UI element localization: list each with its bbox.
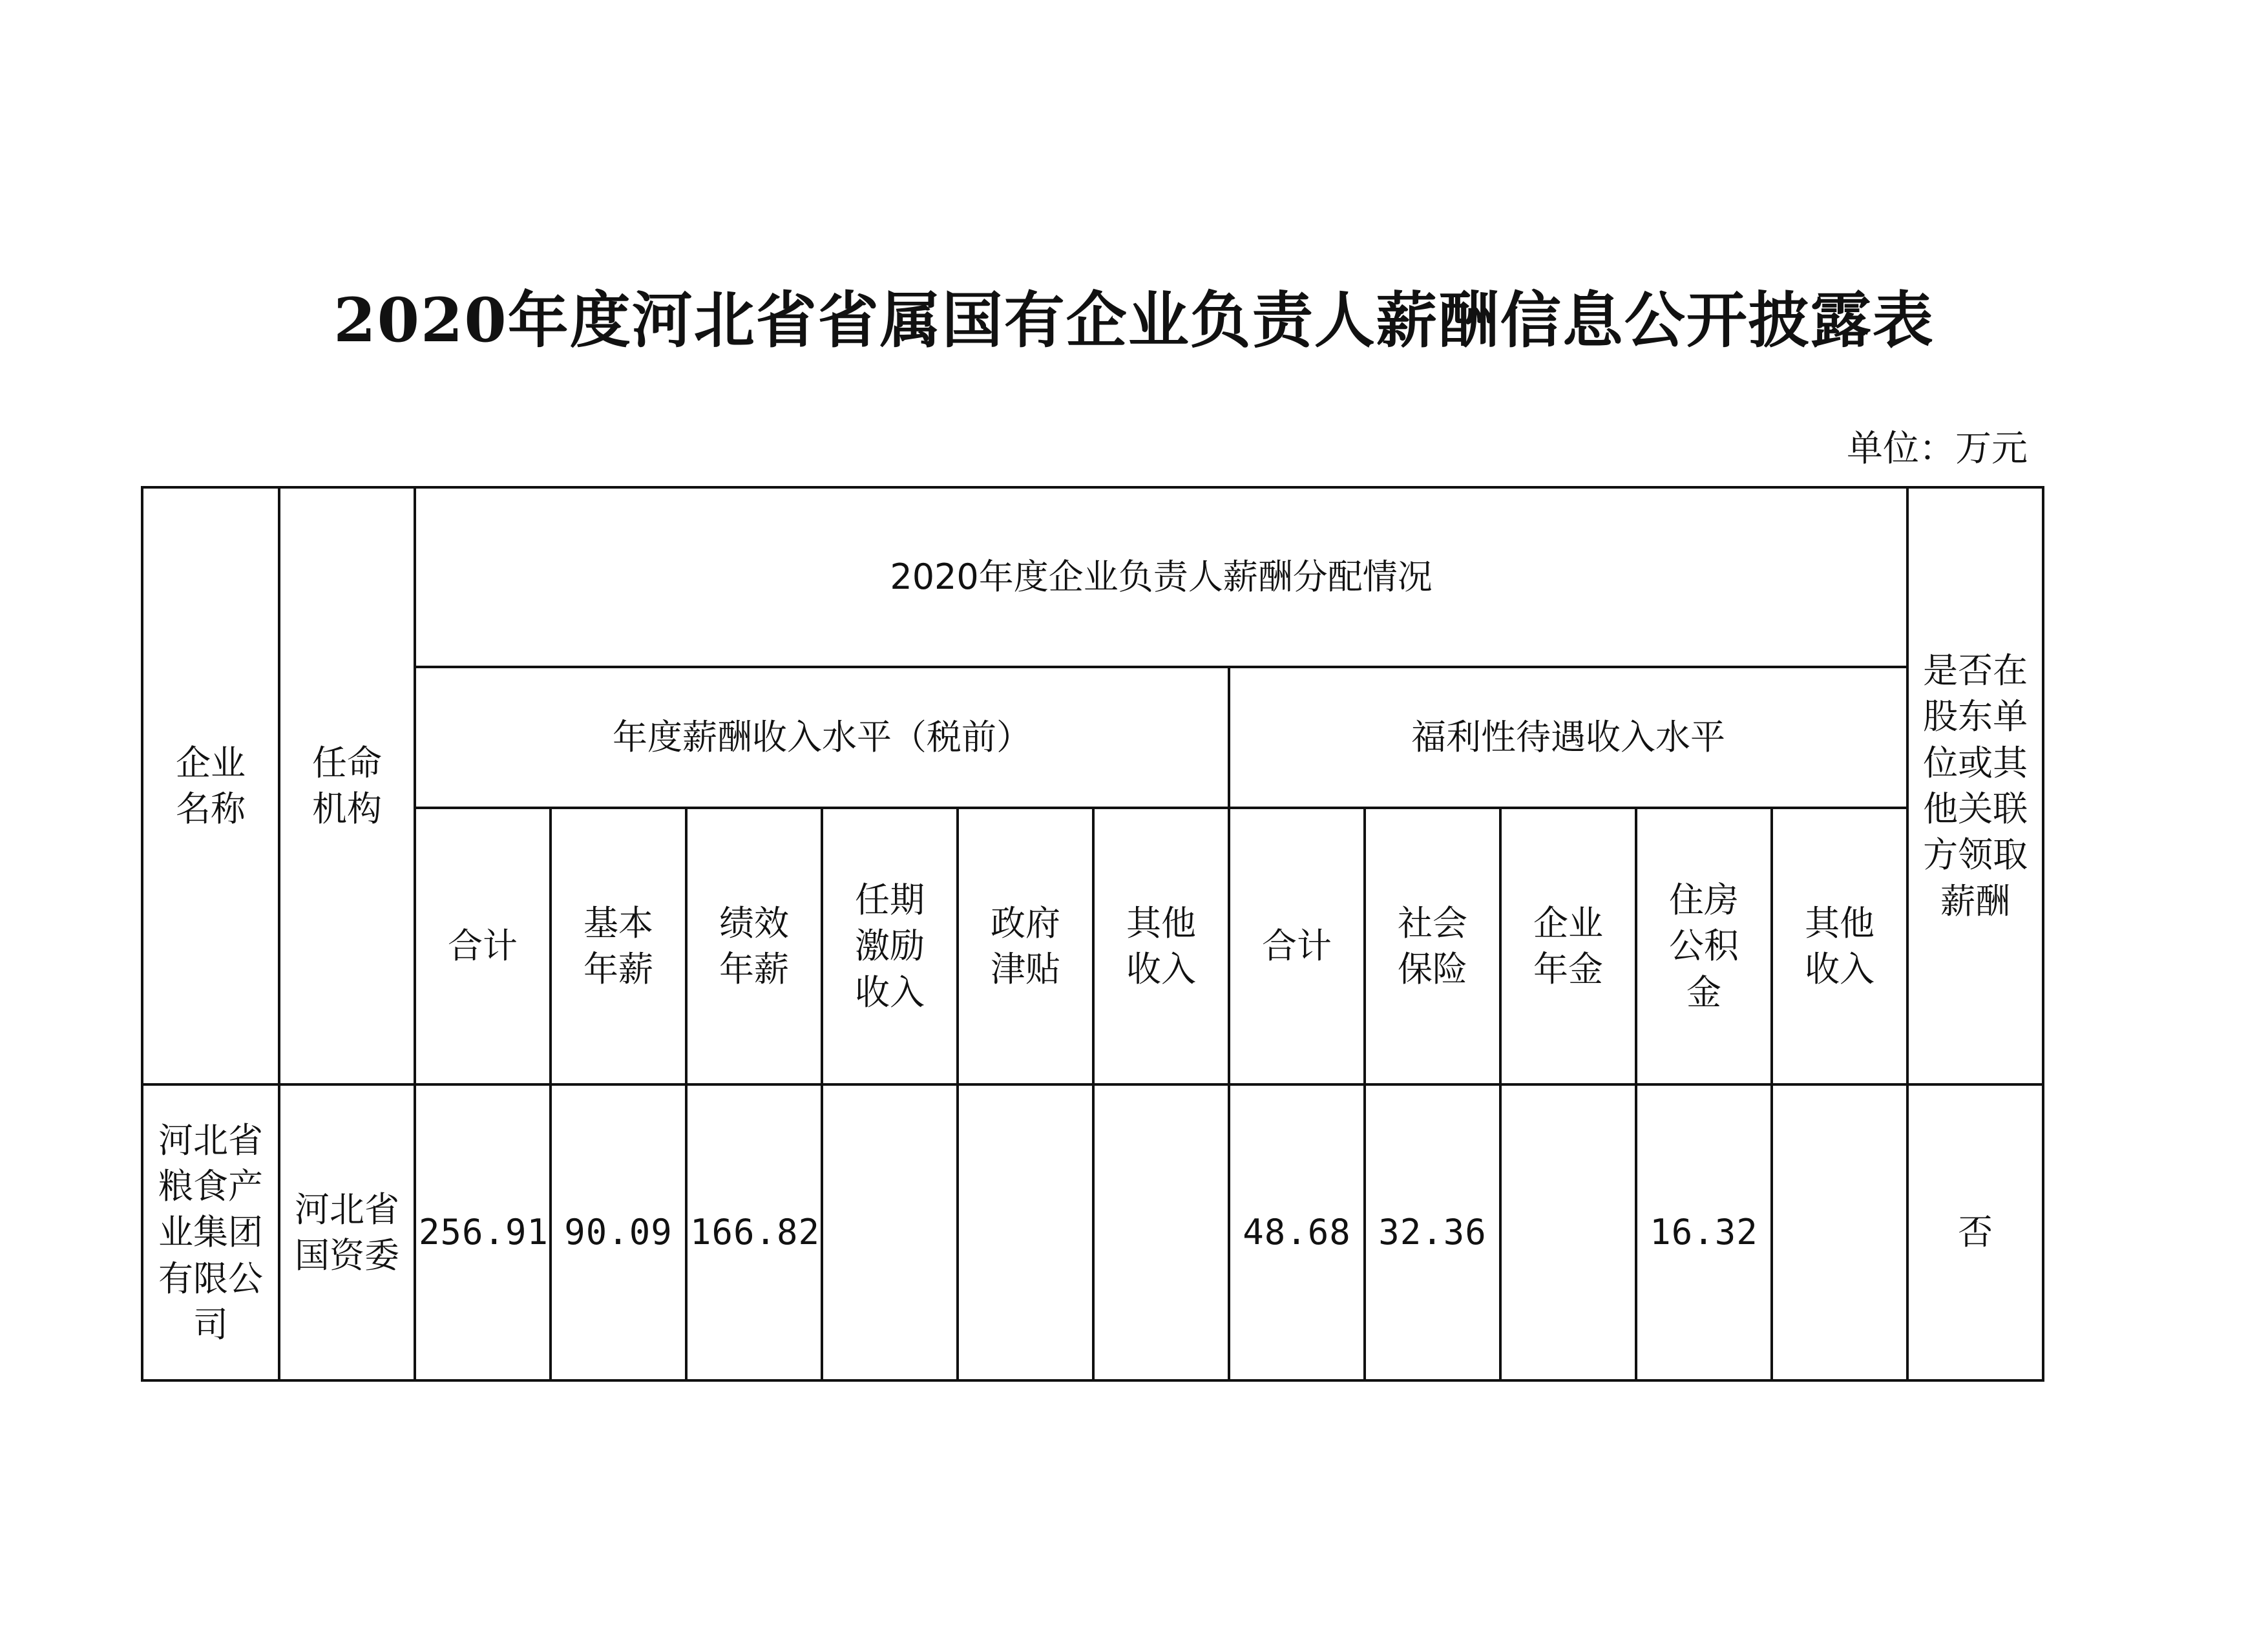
header-housing-fund: 住房 公积 金 <box>1636 808 1772 1084</box>
header-enterprise-annuity: 企业 年金 <box>1500 808 1636 1084</box>
cell-company-name: 河北省 粮食产 业集团 有限公 司 <box>142 1084 279 1380</box>
header-company-name: 企业 名称 <box>142 487 279 1084</box>
cell-appointing-body: 河北省 国资委 <box>279 1084 415 1380</box>
unit-label: 单位：万元 <box>1847 428 2028 470</box>
table-row <box>142 1084 2043 1380</box>
header-salary-total: 合计 <box>415 808 551 1084</box>
cell-welfare-total: 48.68 <box>1229 1084 1365 1380</box>
cell-salary-other <box>1093 1084 1229 1380</box>
cell-related-party: 否 <box>1907 1084 2043 1380</box>
cell-housing-fund: 16.32 <box>1636 1084 1772 1380</box>
header-gov-allowance: 政府 津贴 <box>958 808 1093 1084</box>
header-related-party: 是否在 股东单 位或其 他关联 方领取 薪酬 <box>1907 487 2043 1084</box>
document-title: 2020年度河北省省属国有企业负责人薪酬信息公开披露表 <box>333 285 1935 356</box>
header-base-salary: 基本 年薪 <box>551 808 686 1084</box>
header-term-incentive: 任期 激励 收入 <box>822 808 958 1084</box>
cell-gov-allowance <box>958 1084 1093 1380</box>
cell-term-incentive <box>822 1084 958 1380</box>
header-welfare-total: 合计 <box>1229 808 1365 1084</box>
cell-welfare-other <box>1772 1084 1907 1380</box>
header-salary-other: 其他 收入 <box>1093 808 1229 1084</box>
header-performance-salary: 绩效 年薪 <box>686 808 822 1084</box>
salary-disclosure-table <box>141 486 2044 1382</box>
cell-base-salary: 90.09 <box>551 1084 686 1380</box>
cell-salary-total: 256.91 <box>415 1084 551 1380</box>
header-annual-salary-group: 年度薪酬收入水平（税前） <box>415 667 1229 808</box>
header-welfare-other: 其他 收入 <box>1772 808 1907 1084</box>
header-appointing-body: 任命 机构 <box>279 487 415 1084</box>
cell-enterprise-annuity <box>1500 1084 1636 1380</box>
header-social-insurance: 社会 保险 <box>1365 808 1500 1084</box>
cell-performance-salary: 166.82 <box>686 1084 822 1380</box>
header-distribution: 2020年度企业负责人薪酬分配情况 <box>415 487 1907 667</box>
header-welfare-group: 福利性待遇收入水平 <box>1229 667 1907 808</box>
cell-social-insurance: 32.36 <box>1365 1084 1500 1380</box>
